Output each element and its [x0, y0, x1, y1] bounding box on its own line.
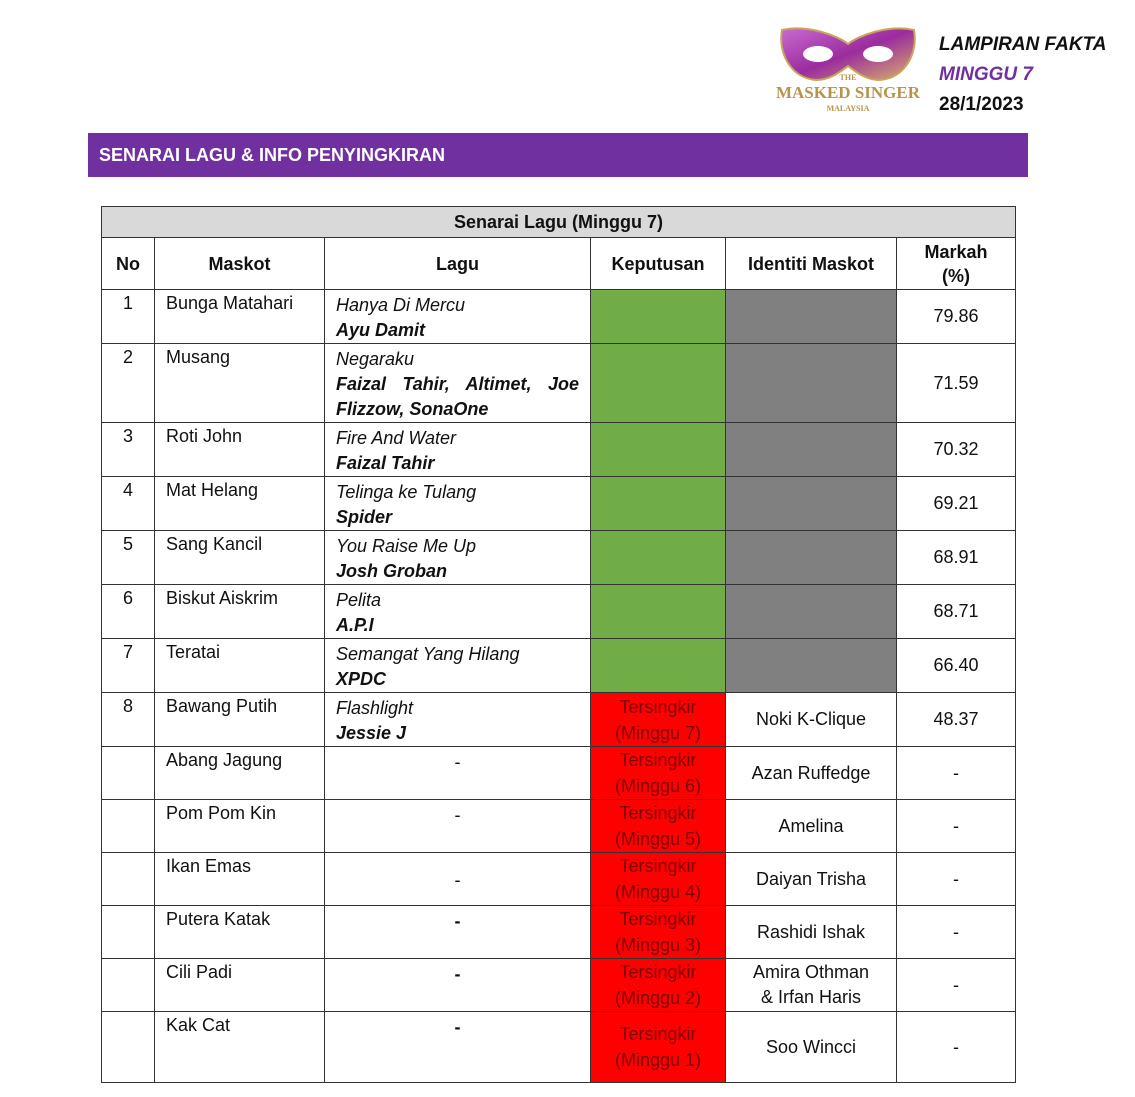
decision-eliminated-cell: Tersingkir (Minggu 2) [591, 959, 726, 1012]
row-maskot: Cili Padi [155, 959, 325, 1012]
row-score: - [897, 906, 1016, 959]
row-identity: Soo Wincci [726, 1012, 897, 1083]
table-row [102, 423, 1016, 477]
row-score: 70.32 [897, 423, 1016, 477]
fact-sheet-header [939, 30, 1106, 120]
table-row [102, 906, 1016, 959]
row-song: Flashlight Jessie J [325, 693, 591, 747]
decision-safe-cell [591, 639, 726, 693]
mask-logo-icon [768, 22, 928, 118]
table-header-row [102, 238, 1016, 290]
row-identity: Azan Ruffedge [726, 747, 897, 800]
decision-safe-cell [591, 585, 726, 639]
svg-text:MALAYSIA: MALAYSIA [826, 104, 870, 113]
row-maskot: Pom Pom Kin [155, 800, 325, 853]
row-song: - [325, 906, 591, 959]
row-maskot: Musang [155, 344, 325, 423]
table-row [102, 639, 1016, 693]
row-no: 2 [102, 344, 155, 423]
row-maskot: Abang Jagung [155, 747, 325, 800]
row-maskot: Bawang Putih [155, 693, 325, 747]
row-maskot: Ikan Emas [155, 853, 325, 906]
row-no: 7 [102, 639, 155, 693]
row-score: 79.86 [897, 290, 1016, 344]
row-score: - [897, 800, 1016, 853]
table-caption: Senarai Lagu (Minggu 7) [102, 207, 1016, 238]
row-maskot: Teratai [155, 639, 325, 693]
row-maskot: Bunga Matahari [155, 290, 325, 344]
row-song: - [325, 1012, 591, 1083]
decision-safe-cell [591, 344, 726, 423]
section-banner: SENARAI LAGU & INFO PENYINGKIRAN [88, 133, 1028, 177]
row-song: Hanya Di Mercu Ayu Damit [325, 290, 591, 344]
identity-hidden-cell [726, 290, 897, 344]
table-row [102, 959, 1016, 1012]
row-song: Fire And Water Faizal Tahir [325, 423, 591, 477]
row-score: 68.71 [897, 585, 1016, 639]
table-row [102, 693, 1016, 747]
table-row [102, 531, 1016, 585]
row-identity: Rashidi Ishak [726, 906, 897, 959]
row-maskot: Sang Kancil [155, 531, 325, 585]
svg-text:MASKED SINGER: MASKED SINGER [775, 83, 921, 102]
row-score: 69.21 [897, 477, 1016, 531]
row-maskot: Mat Helang [155, 477, 325, 531]
table-row [102, 800, 1016, 853]
row-song: Semangat Yang Hilang XPDC [325, 639, 591, 693]
header-keputusan: Keputusan [591, 238, 726, 290]
song-list-table [101, 206, 1016, 1083]
row-maskot: Roti John [155, 423, 325, 477]
decision-safe-cell [591, 290, 726, 344]
row-identity: Amelina [726, 800, 897, 853]
row-song: You Raise Me Up Josh Groban [325, 531, 591, 585]
identity-hidden-cell [726, 423, 897, 477]
row-maskot: Putera Katak [155, 906, 325, 959]
decision-eliminated-cell: Tersingkir (Minggu 4) [591, 853, 726, 906]
row-no [102, 853, 155, 906]
row-no [102, 1012, 155, 1083]
header-identiti: Identiti Maskot [726, 238, 897, 290]
row-score: - [897, 747, 1016, 800]
header-lagu: Lagu [325, 238, 591, 290]
row-no: 3 [102, 423, 155, 477]
row-song: - [325, 747, 591, 800]
row-score: 48.37 [897, 693, 1016, 747]
row-song: - [325, 959, 591, 1012]
row-score: 66.40 [897, 639, 1016, 693]
identity-hidden-cell [726, 344, 897, 423]
table-row [102, 344, 1016, 423]
row-song: - [325, 800, 591, 853]
header-maskot: Maskot [155, 238, 325, 290]
table-row [102, 477, 1016, 531]
row-score: - [897, 959, 1016, 1012]
row-score: 68.91 [897, 531, 1016, 585]
header-markah: Markah (%) [897, 238, 1016, 290]
svg-text:THE: THE [839, 73, 857, 82]
table-row [102, 290, 1016, 344]
row-song: Negaraku Faizal Tahir, Altimet, Joe Flizzow, SonaOne [325, 344, 591, 423]
table-row [102, 747, 1016, 800]
fact-sheet-title: LAMPIRAN FAKTA [939, 34, 1107, 55]
row-song: - [325, 853, 591, 906]
decision-safe-cell [591, 531, 726, 585]
row-song: Pelita A.P.I [325, 585, 591, 639]
decision-eliminated-cell: Tersingkir (Minggu 5) [591, 800, 726, 853]
row-no [102, 906, 155, 959]
identity-hidden-cell [726, 477, 897, 531]
row-no: 8 [102, 693, 155, 747]
table-row [102, 585, 1016, 639]
row-no [102, 747, 155, 800]
fact-sheet-date: 28/1/2023 [939, 94, 1024, 115]
row-identity: Daiyan Trisha [726, 853, 897, 906]
table-row [102, 1012, 1016, 1083]
row-maskot: Kak Cat [155, 1012, 325, 1083]
row-score: - [897, 1012, 1016, 1083]
row-no: 4 [102, 477, 155, 531]
row-no [102, 959, 155, 1012]
row-score: - [897, 853, 1016, 906]
masked-singer-logo [768, 22, 928, 118]
decision-eliminated-cell: Tersingkir (Minggu 1) [591, 1012, 726, 1083]
row-identity: Amira Othman & Irfan Haris [726, 959, 897, 1012]
header-no: No [102, 238, 155, 290]
decision-safe-cell [591, 477, 726, 531]
row-no: 6 [102, 585, 155, 639]
identity-hidden-cell [726, 585, 897, 639]
fact-sheet-week: MINGGU 7 [939, 64, 1033, 85]
decision-safe-cell [591, 423, 726, 477]
row-no: 1 [102, 290, 155, 344]
row-no [102, 800, 155, 853]
decision-eliminated-cell: Tersingkir (Minggu 7) [591, 693, 726, 747]
row-score: 71.59 [897, 344, 1016, 423]
row-no: 5 [102, 531, 155, 585]
decision-eliminated-cell: Tersingkir (Minggu 6) [591, 747, 726, 800]
row-maskot: Biskut Aiskrim [155, 585, 325, 639]
decision-eliminated-cell: Tersingkir (Minggu 3) [591, 906, 726, 959]
identity-hidden-cell [726, 531, 897, 585]
row-song: Telinga ke Tulang Spider [325, 477, 591, 531]
table-row [102, 853, 1016, 906]
row-identity: Noki K-Clique [726, 693, 897, 747]
identity-hidden-cell [726, 639, 897, 693]
